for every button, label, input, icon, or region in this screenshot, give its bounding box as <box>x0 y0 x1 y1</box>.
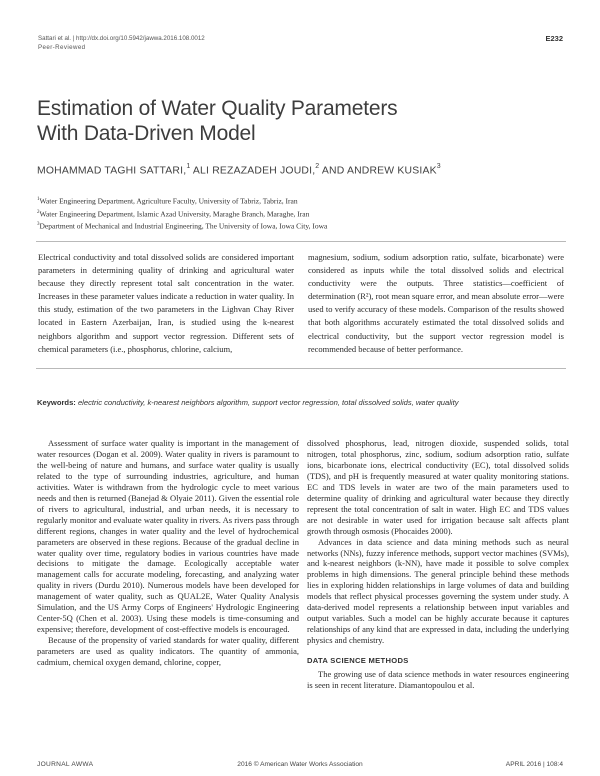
body-left-column <box>37 438 299 668</box>
abstract <box>36 241 566 369</box>
section-heading: DATA SCIENCE METHODS <box>307 656 409 666</box>
body-right-column <box>307 438 569 691</box>
affiliation-1 <box>37 194 327 207</box>
affiliation-3-text: Department of Mechanical and Industrial Engineering, The University of Iowa, Iowa City, Iowa <box>39 221 328 231</box>
affiliation-2-text: Water Engineering Department, Islamic Azad University, Maraghe Branch, Maraghe, Iran <box>39 209 310 218</box>
article-title <box>37 96 507 146</box>
keywords-text: electric conductivity, k-nearest neighbors algorithm, support vector regression, total dissolved solids, water quality <box>77 398 459 407</box>
abstract-left-column: Electrical conductivity and total dissolved solids are considered important parameters in determining quality of drinking and agricultural water because they directly represent total salt concentration in the water. Increases in these parameter values indicate a reduction in water quality. In this study, estimation of the two parameters in the Lighvan Chay River located in Eastern Azerbaijan, Iran, is studied using the k-nearest neighbors algorithm and support vector regression. Different sets of chemical parameters (i.e., phosphorus, chlorine, calcium, <box>38 252 294 354</box>
paragraph: Because of the propensity of varied standards for water quality, different parameters are used as quality indicators. The quantity of ammonia, cadmium, chemical oxygen demand, chlorine, copper, <box>37 635 299 668</box>
affiliation-3 <box>37 219 327 232</box>
doi-line: Sattari et al. | http://dx.doi.org/10.5942/jawwa.2016.108.0012 <box>38 35 205 42</box>
running-header <box>38 34 205 52</box>
footer-copyright: 2016 © American Water Works Association <box>237 761 363 768</box>
affiliation-3-num: 3 <box>37 222 40 227</box>
paragraph: The growing use of data science methods in water resources engineering is seen in recent literature. Diamantopoulou et al. <box>307 669 569 691</box>
footer-journal: JOURNAL AWWA <box>37 761 94 768</box>
abstract-right-column: magnesium, sodium, sodium adsorption ratio, sulfate, bicarbonate) were considered as inputs while the total dissolved solids and electrical conductivity were the outputs. Three statistics—coefficient of determination (R²), root mean square error, and mean absolute error—were used to verify accuracy of these models. Comparison of the results showed that both algorithms accurately estimated the total dissolved solids and electrical conductivity, but the support vector regression model is recommended because of better performance. <box>308 252 564 354</box>
keywords <box>37 398 565 407</box>
author-3-affil: 3 <box>436 163 441 170</box>
paragraph: dissolved phosphorus, lead, nitrogen dioxide, suspended solids, total nitrogen, total phosphorus, zinc, sodium, sodium adsorption ratio, sulfate ions, bicarbonate ions, electrical conductivity (EC), total dissolved solids (TDS), and pH is frequently measured at water quality monitoring stations. EC and TDS levels in water are two of the main parameters used to determine quality of drinking and agricultural water because they directly represent the total concentration of salt in water. High EC and TDS values are not desirable in water used for irrigation because salt affects plant growth through osmosis (Phocaides 2000). <box>307 438 569 536</box>
affiliation-2-num: 2 <box>37 209 40 215</box>
affiliation-1-text: Water Engineering Department, Agriculture Faculty, University of Tabriz, Tabriz, Iran <box>39 196 298 206</box>
author-1: MOHAMMAD TAGHI SATTARI, <box>37 165 187 177</box>
paragraph: Assessment of surface water quality is important in the management of water resources (Dogan et al. 2009). Water quality in rivers is paramount to the well-being of nature and humans, and surface water quality is usually related to the type of surrounding industries, agriculture, and human activities. Water is withdrawn from the hydrologic cycle to meet various needs and then is returned (Banejad & Olyaie 2011). Given the essential role of rivers to agricultural, industrial, and urban needs, it is necessary to regularly monitor and evaluate water quality in rivers. As rivers pass through different regions, changes in water quality and the level of hydrochemical parameters are observed in these regions. Because of the gradual decline in water quality over time, regulatory bodies in various countries have made decisions to mitigate the damage. Ecologically acceptable water management calls for accurate modeling, forecasting, and analyzing water quality in rivers (Durdu 2010). Numerous models have been developed for management of water quality, such as QUAL2E, Water Quality Analysis Simulation, and the US Army Corps of Engineers' Hydrologic Engineering Center-5Q (Chen et al. 2003). Using these models is time-consuming and expensive; therefore, development of cost-effective models is encouraged. <box>37 438 299 635</box>
page-number: E232 <box>545 34 563 43</box>
author-list <box>37 164 441 176</box>
footer-issue: APRIL 2016 | 108:4 <box>505 761 563 768</box>
author-3: AND ANDREW KUSIAK <box>319 165 437 177</box>
title-line-2: With Data-Driven Model <box>37 122 256 145</box>
author-2-affil: 2 <box>315 163 320 170</box>
paragraph: Advances in data science and data mining methods such as neural networks (NNs), fuzzy inference methods, support vector machines (SVMs), and k-nearest neighbors (k-NN), have made it possible to solve complex problems in high dimensions. The general principle behind these methods lies in exploring hidden relationships in large volumes of data and building models that reflect physical processes governing the system under study. A data-derived model represents a relationship between input variables and output variables. Such a model can be highly accurate because it captures relationships of any kind that are expressed in data, including the underlying physics and chemistry. <box>307 536 569 646</box>
author-2: ALI REZAZADEH JOUDI, <box>190 165 316 177</box>
author-1-affil: 1 <box>186 163 191 170</box>
title-line-1: Estimation of Water Quality Parameters <box>37 97 398 120</box>
peer-reviewed-tag: Peer-Reviewed <box>38 44 86 51</box>
affiliation-2 <box>37 207 327 220</box>
keywords-label: Keywords: <box>37 398 76 407</box>
affiliation-1-num: 1 <box>37 197 40 202</box>
affiliations <box>37 194 327 232</box>
